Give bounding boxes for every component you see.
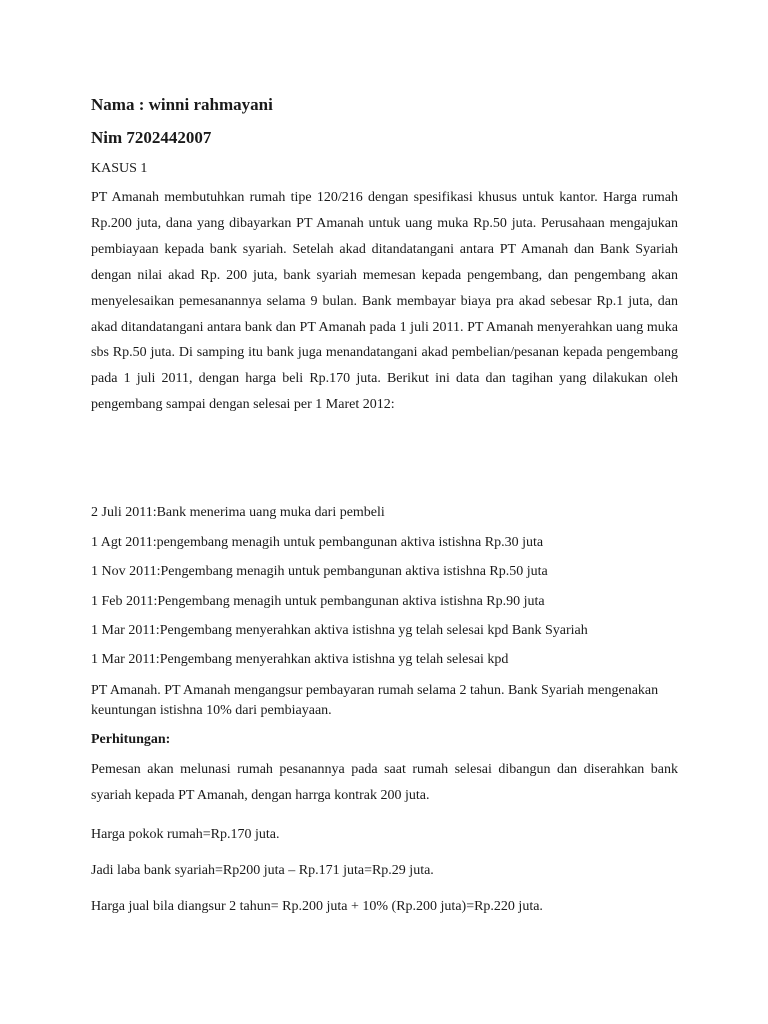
event-item: 1 Agt 2011:pengembang menagih untuk pembangunan aktiva istishna Rp.30 juta <box>91 535 544 550</box>
cost-price-line: Harga pokok rumah=Rp.170 juta. <box>91 827 280 842</box>
calculation-heading: Perhitungan: <box>91 732 171 747</box>
installment-price-line: Harga jual bila diangsur 2 tahun= Rp.200 juta + 10% (Rp.200 juta)=Rp.220 juta. <box>91 899 543 914</box>
case-description: PT Amanah membutuhkan rumah tipe 120/216 dengan spesifikasi khusus untuk kantor. Harga rumah Rp.200 juta, dana yang dibayarkan PT Amanah untuk uang muka Rp.50 juta. Perusahaan mengajukan pembiayaan kepada bank syariah. Setelah akad ditandatangani antara PT Amanah dan Bank Syariah dengan nilai akad Rp. 200 juta, bank syariah memesan kepada pengembang, dan pengembang akan menyelesaikan pemesanannya selama 9 bulan. Bank membayar biaya pra akad sebesar Rp.1 juta, dan akad ditandatangani antara bank dan PT Amanah pada 1 juli 2011. PT Amanah menyerahkan uang muka sbs Rp.50 juta. Di samping itu bank juga menandatangani akad pembelian/pesanan kepada pengembang pada 1 juli 2011, dengan harga beli Rp.170 juta. Berikut ini data dan tagihan yang dilakukan oleh pengembang sampai dengan selesai per 1 Maret 2012: <box>91 190 678 413</box>
event-item: 1 Mar 2011:Pengembang menyerahkan aktiva istishna yg telah selesai kpd Bank Syariah <box>91 623 588 638</box>
student-nim: Nim 7202442007 <box>91 128 212 147</box>
student-name: Nama : winni rahmayani <box>91 95 273 114</box>
profit-line: Jadi laba bank syariah=Rp200 juta – Rp.171 juta=Rp.29 juta. <box>91 863 434 878</box>
event-item: 1 Nov 2011:Pengembang menagih untuk pembangunan aktiva istishna Rp.50 juta <box>91 564 548 579</box>
closing-note: PT Amanah. PT Amanah mengangsur pembayaran rumah selama 2 tahun. Bank Syariah mengenakan keuntungan istishna 10% dari pembiayaan. <box>91 683 659 718</box>
event-item: 1 Mar 2011:Pengembang menyerahkan aktiva istishna yg telah selesai kpd <box>91 652 509 667</box>
case-label: KASUS 1 <box>91 161 148 176</box>
event-item: 1 Feb 2011:Pengembang menagih untuk pembangunan aktiva istishna Rp.90 juta <box>91 594 545 609</box>
calculation-intro: Pemesan akan melunasi rumah pesanannya pada saat rumah selesai dibangun dan diserahkan bank syariah kepada PT Amanah, dengan harrga kontrak 200 juta. <box>91 762 678 803</box>
event-item: 2 Juli 2011:Bank menerima uang muka dari pembeli <box>91 505 385 520</box>
